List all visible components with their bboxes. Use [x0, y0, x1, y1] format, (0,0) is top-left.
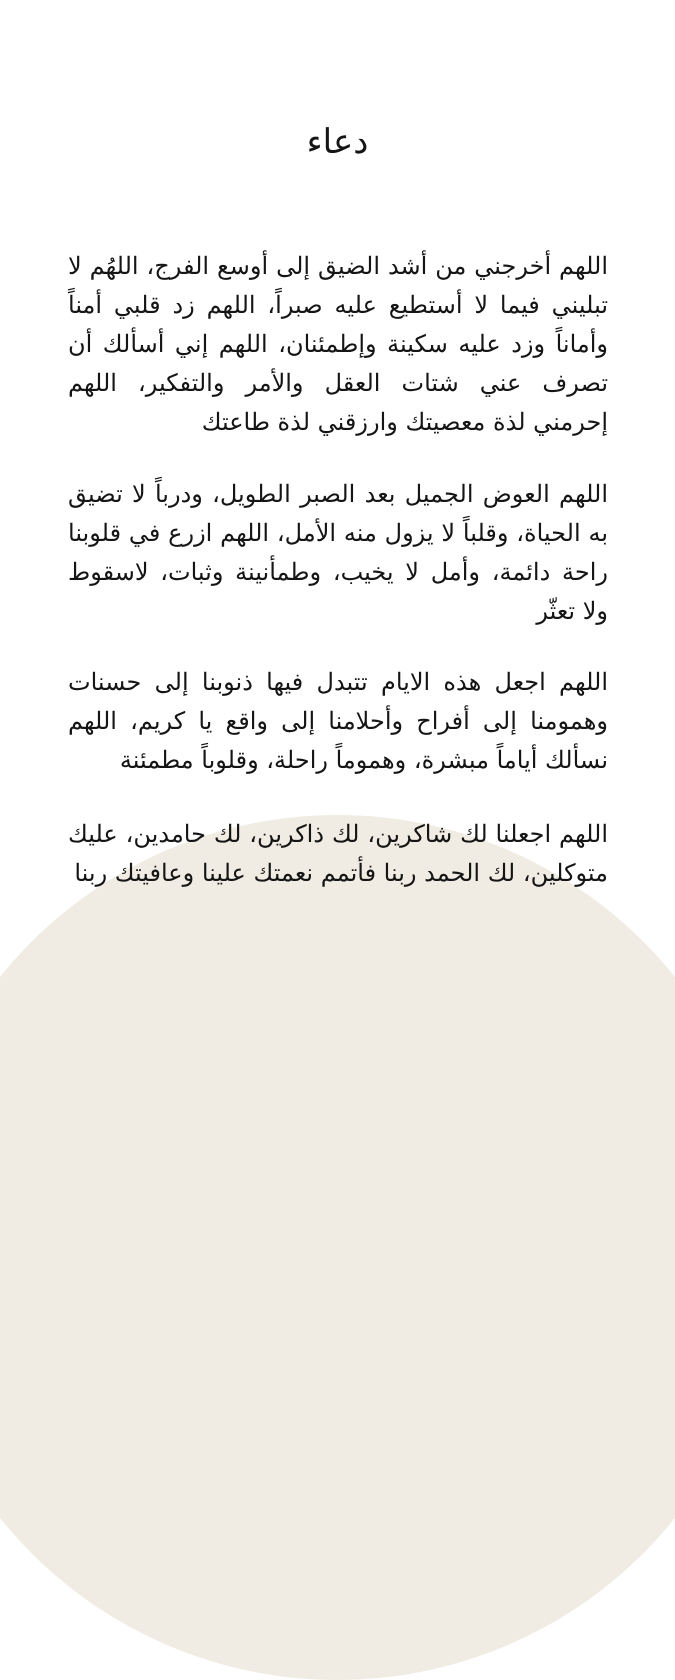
prayer-paragraph-1: اللهم أخرجني من أشد الضيق إلى أوسع الفرج، اللهُم لا تبليني فيما لا أستطيع عليه صبراً، اللهم زد قلبي أمناً وأماناً وزد عليه سكينة وإطمئنان، اللهم إني أسألك أن تصرف عني شتات العقل والأمر والتفكير، اللهم إحرمني لذة معصيتك وارزقني لذة طاعتك: [68, 252, 608, 436]
prayer-paragraph-3: اللهم اجعل هذه الايام تتبدل فيها ذنوبنا إلى حسنات وهمومنا إلى أفراح وأحلامنا إلى واقع يا كريم، اللهم نسألك أياماً مبشرة، وهموماً راحلة، وقلوباً مطمئنة: [68, 668, 608, 774]
prayer-paragraph-2: اللهم العوض الجميل بعد الصبر الطويل، ودرباً لا تضيق به الحياة، وقلباً لا يزول منه الأمل، اللهم ازرع في قلوبنا راحة دائمة، وأمل لا يخيب، وطمأنينة وثبات، لاسقوط ولا تعثّر: [68, 480, 608, 625]
prayer-paragraph-4: اللهم اجعلنا لك شاكرين، لك ذاكرين، لك حامدين، عليك متوكلين، لك الحمد ربنا فأتمم نعمتك علينا وعافيتك ربنا: [68, 820, 608, 887]
page-title: دعاء: [306, 122, 369, 162]
